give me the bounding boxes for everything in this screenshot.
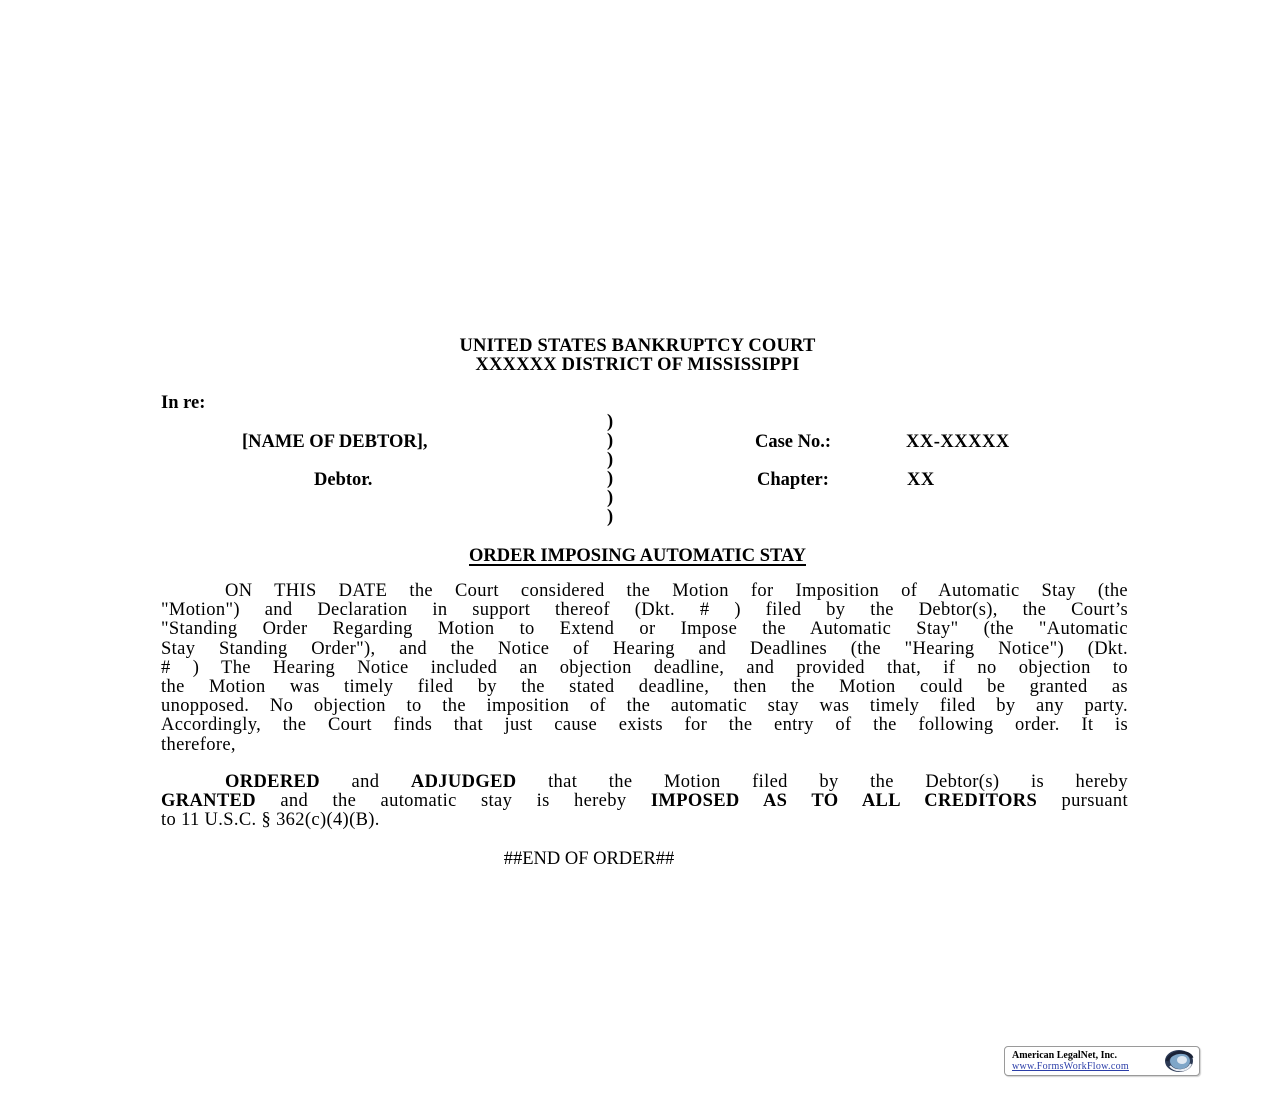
- paragraph-text: that the Motion filed by the Debtor(s) is hereby: [548, 772, 1128, 792]
- imposed-keyword: IMPOSED AS TO ALL CREDITORS: [650, 791, 1038, 812]
- ordered-paragraph: [161, 773, 1128, 831]
- caption-paren: ): [607, 431, 614, 451]
- paragraph-text: pursuant: [1061, 791, 1128, 812]
- adjudged-keyword: ADJUDGED: [410, 772, 517, 792]
- paragraph-line: [161, 773, 1128, 792]
- debtor-role: Debtor.: [314, 470, 373, 490]
- paragraph-line: Accordingly, the Court finds that just cause exists for the entry of the following order. It is: [161, 715, 1128, 736]
- debtor-name: [NAME OF DEBTOR],: [242, 432, 428, 452]
- conjunction: and: [351, 772, 380, 792]
- paragraph-line: "Motion") and Declaration in support thereof (Dkt. # ) filed by the Debtor(s), the Court’s: [161, 600, 1128, 621]
- paragraph-text: and the automatic stay is hereby: [280, 791, 627, 812]
- court-district: XXXXXX DISTRICT OF MISSISSIPPI: [475, 355, 800, 375]
- badge-url-link[interactable]: www.FormsWorkFlow.com: [1012, 1061, 1129, 1072]
- paragraph-line: ON THIS DATE the Court considered the Motion for Imposition of Automatic Stay (the: [225, 581, 1128, 601]
- end-of-order: ##END OF ORDER##: [503, 849, 675, 869]
- case-no-value: XX-XXXXX: [906, 432, 1010, 452]
- chapter-label: Chapter:: [757, 470, 829, 490]
- footer-badge[interactable]: [1004, 1046, 1200, 1076]
- findings-paragraph: [161, 582, 1128, 755]
- ordered-keyword: ORDERED: [225, 772, 320, 792]
- badge-company: American LegalNet, Inc.: [1012, 1050, 1117, 1061]
- order-title: ORDER IMPOSING AUTOMATIC STAY: [469, 546, 806, 566]
- paragraph-line: Stay Standing Order"), and the Notice of Hearing and Deadlines (the "Hearing Notice") (Dkt.: [161, 638, 1128, 659]
- paragraph-line: therefore,: [161, 734, 236, 755]
- court-name: UNITED STATES BANKRUPTCY COURT: [459, 336, 816, 356]
- caption-paren: ): [607, 488, 614, 508]
- chapter-value: XX: [907, 470, 935, 490]
- in-re-label: In re:: [161, 393, 206, 413]
- caption-paren: ): [607, 450, 614, 470]
- caption-paren: ): [607, 469, 614, 489]
- paragraph-line: to 11 U.S.C. § 362(c)(4)(B).: [161, 810, 380, 831]
- granted-keyword: GRANTED: [161, 791, 256, 812]
- paragraph-line: unopposed. No objection to the imposition of the automatic stay was timely filed by any party.: [161, 696, 1128, 717]
- caption-paren: ): [607, 507, 614, 527]
- globe-logo-icon: [1161, 1048, 1195, 1074]
- paragraph-line: [161, 792, 1128, 811]
- paragraph-line: the Motion was timely filed by the stated deadline, then the Motion could be granted as: [161, 676, 1128, 697]
- paragraph-line: # ) The Hearing Notice included an objection deadline, and provided that, if no objection to: [161, 657, 1128, 678]
- caption-paren: ): [607, 412, 614, 432]
- paragraph-line: "Standing Order Regarding Motion to Extend or Impose the Automatic Stay" (the "Automatic: [161, 619, 1128, 640]
- case-no-label: Case No.:: [755, 432, 832, 452]
